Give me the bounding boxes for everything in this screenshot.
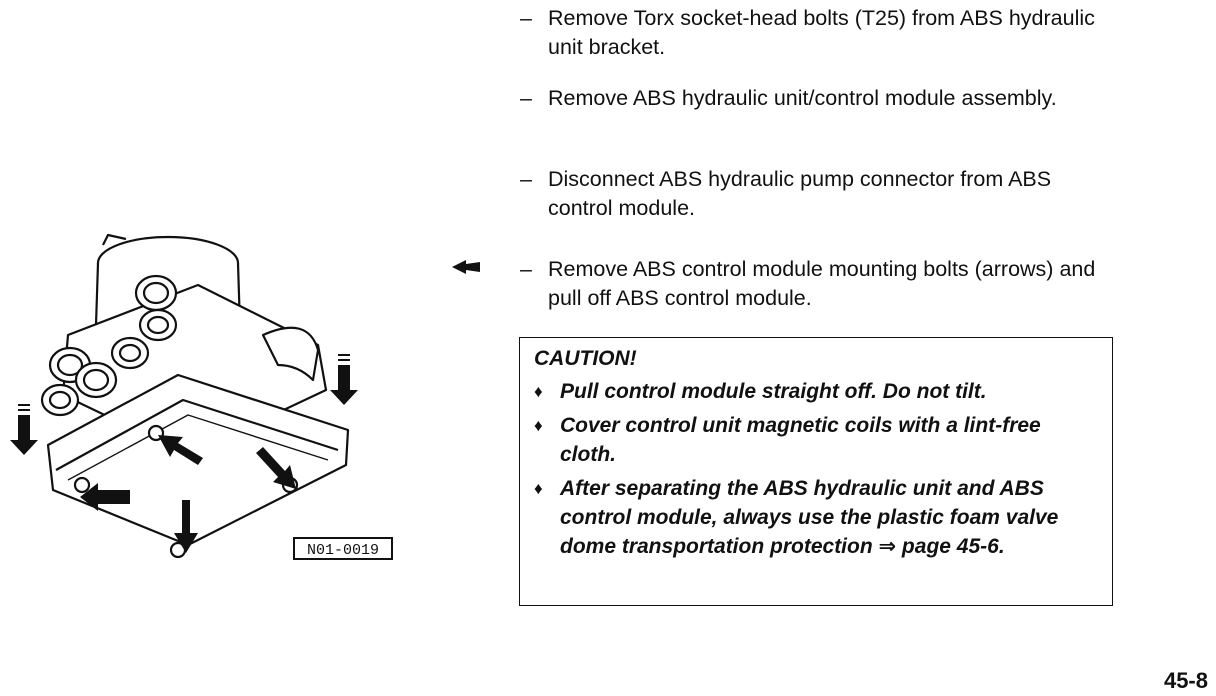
figure-id-label: N01-0019	[293, 537, 393, 560]
caution-box	[519, 337, 1113, 606]
step-item	[520, 165, 1110, 223]
step-text: Remove Torx socket-head bolts (T25) from ABS hydraulic unit bracket.	[548, 6, 1095, 59]
caution-item	[534, 474, 1098, 561]
step-dash: –	[520, 86, 532, 110]
step-text: Remove ABS control module mounting bolts (arrows) and pull off ABS control module.	[548, 257, 1096, 310]
step-item	[520, 4, 1110, 62]
caution-title: CAUTION!	[534, 347, 637, 370]
mounting-bolt	[75, 478, 89, 492]
pull-arrow-right	[330, 365, 358, 405]
caution-item	[534, 377, 1098, 406]
caution-item-text: After separating the ABS hydraulic unit and ABS control module, always use the plastic foam valve dome transportation protection ⇒ page 45-6.	[560, 477, 1059, 558]
step-dash: –	[520, 167, 532, 191]
pull-arrow-left	[10, 415, 38, 455]
step-text: Remove ABS hydraulic unit/control module assembly.	[548, 86, 1057, 110]
caution-item-text: Cover control unit magnetic coils with a lint-free cloth.	[560, 414, 1041, 466]
diamond-bullet-icon: ♦	[534, 479, 543, 498]
figure-reference-arrow-icon	[452, 259, 480, 275]
step-item	[520, 255, 1110, 313]
diamond-bullet-icon: ♦	[534, 416, 543, 435]
step-item	[520, 84, 1110, 113]
caution-item-text: Pull control module straight off. Do not tilt.	[560, 380, 987, 403]
caution-item	[534, 411, 1098, 469]
step-text: Disconnect ABS hydraulic pump connector from ABS control module.	[548, 167, 1052, 220]
page-number: 45-8	[1163, 668, 1208, 693]
abs-unit-illustration	[8, 215, 408, 570]
diamond-bullet-icon: ♦	[534, 382, 543, 401]
step-dash: –	[520, 257, 532, 281]
abs-unit-drawing	[8, 215, 408, 570]
step-dash: –	[520, 6, 532, 30]
